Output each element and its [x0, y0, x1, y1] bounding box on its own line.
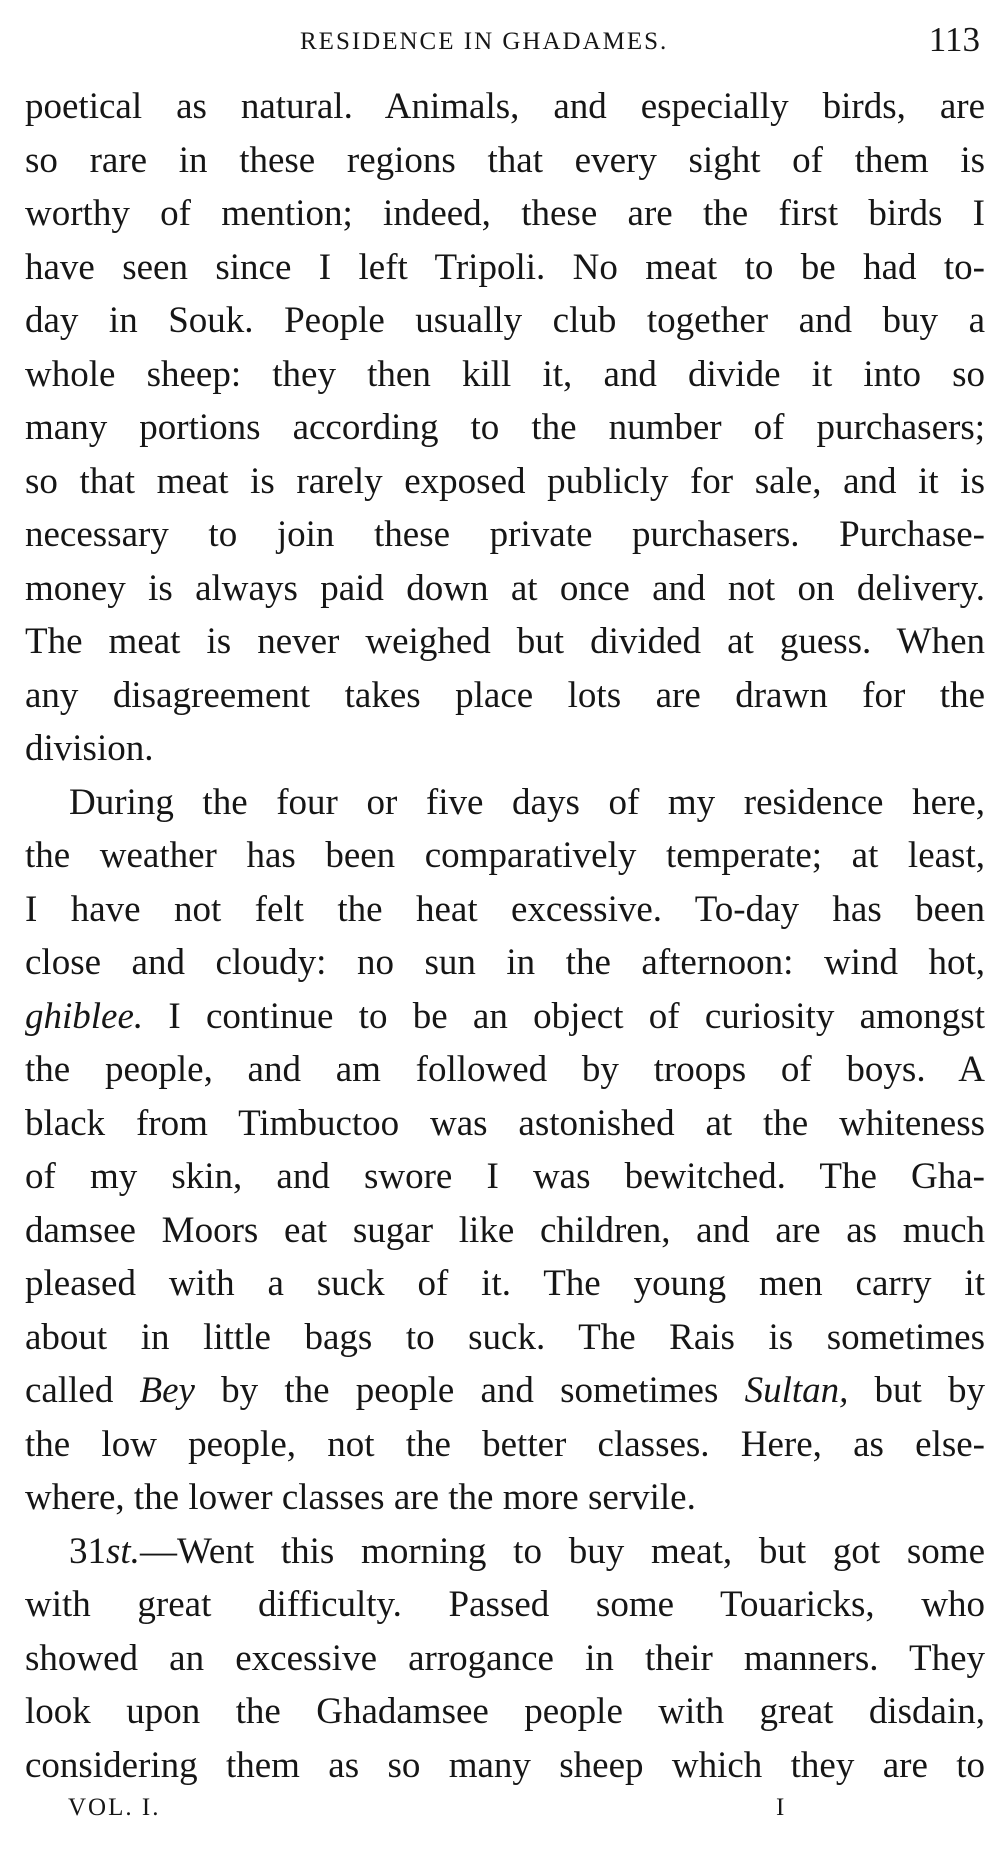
text-line: where, the lower classes are the more servile.: [25, 1477, 696, 1518]
text-line: have seen since I left Tripoli. No meat to be had to-: [25, 246, 985, 288]
text-line: I have not felt the heat excessive. To-day has been: [25, 888, 985, 930]
text-line: division.: [25, 728, 154, 769]
page-number: 113: [928, 20, 980, 59]
text-line: necessary to join these private purchasers. Purchase-: [25, 514, 985, 555]
text-line: about in little bags to suck. The Rais is sometimes: [25, 1316, 985, 1358]
text-fragment: —Went this morning to buy meat, but got some: [139, 1530, 985, 1572]
text-fragment: I continue to be an object of curiosity amongst: [143, 995, 985, 1037]
text-line: the weather has been comparatively temperate; at least,: [25, 835, 985, 876]
text-line: poetical as natural. Animals, and especially birds, are: [25, 86, 985, 127]
text-line: whole sheep: they then kill it, and divide it into so: [25, 353, 985, 395]
text-line: the people, and am followed by troops of boys. A: [25, 1049, 985, 1090]
text-line: so rare in these regions that every sight of them is: [25, 139, 985, 181]
running-title: RESIDENCE IN GHADAMES.: [300, 28, 669, 55]
paragraph-2: [25, 776, 985, 1525]
page-footer: [0, 1794, 1000, 1834]
text-line: During the four or five days of my residence here,: [69, 781, 985, 823]
text-line: with great difficulty. Passed some Touaricks, who: [25, 1584, 985, 1625]
text-line: so that meat is rarely exposed publicly for sale, and it is: [25, 460, 985, 502]
text-line-mixed: [25, 1525, 985, 1579]
text-body: [25, 80, 985, 1792]
date-number: 31: [69, 1530, 106, 1572]
running-head: [0, 20, 1000, 60]
text-line: of my skin, and swore I was bewitched. The Gha-: [25, 1156, 985, 1197]
text-line: pleased with a suck of it. The young men carry it: [25, 1263, 985, 1304]
date-suffix: st.: [106, 1530, 140, 1572]
text-line: any disagreement takes place lots are drawn for the: [25, 674, 985, 716]
italic-word: Bey: [139, 1370, 195, 1411]
text-line: damsee Moors eat sugar like children, and are as much: [25, 1209, 985, 1251]
italic-word: Sultan,: [744, 1370, 849, 1411]
text-line: look upon the Ghadamsee people with great disdain,: [25, 1691, 985, 1732]
text-fragment: called: [25, 1370, 140, 1411]
text-line: close and cloudy: no sun in the afternoon: wind hot,: [25, 942, 985, 983]
text-line: worthy of mention; indeed, these are the first birds I: [25, 193, 985, 234]
text-line-mixed: [25, 990, 985, 1044]
text-fragment: but by: [848, 1370, 986, 1411]
signature-mark: I: [776, 1794, 785, 1821]
paragraph-1: [25, 80, 985, 776]
text-line: day in Souk. People usually club together and buy a: [25, 300, 985, 341]
text-line: showed an excessive arrogance in their manners. They: [25, 1637, 985, 1679]
text-line: the low people, not the better classes. Here, as else-: [25, 1423, 985, 1465]
text-line: black from Timbuctoo was astonished at the whiteness: [25, 1102, 985, 1144]
paragraph-3: [25, 1525, 985, 1793]
text-line: The meat is never weighed but divided at guess. When: [25, 621, 985, 662]
text-line-mixed: [25, 1364, 985, 1418]
text-line: many portions according to the number of purchasers;: [25, 407, 985, 448]
text-line: money is always paid down at once and not on delivery.: [25, 567, 985, 609]
italic-word: ghiblee.: [25, 995, 144, 1037]
text-line: considering them as so many sheep which they are to: [25, 1744, 985, 1786]
text-fragment: by the people and sometimes: [194, 1370, 745, 1411]
volume-label: VOL. I.: [68, 1794, 161, 1821]
